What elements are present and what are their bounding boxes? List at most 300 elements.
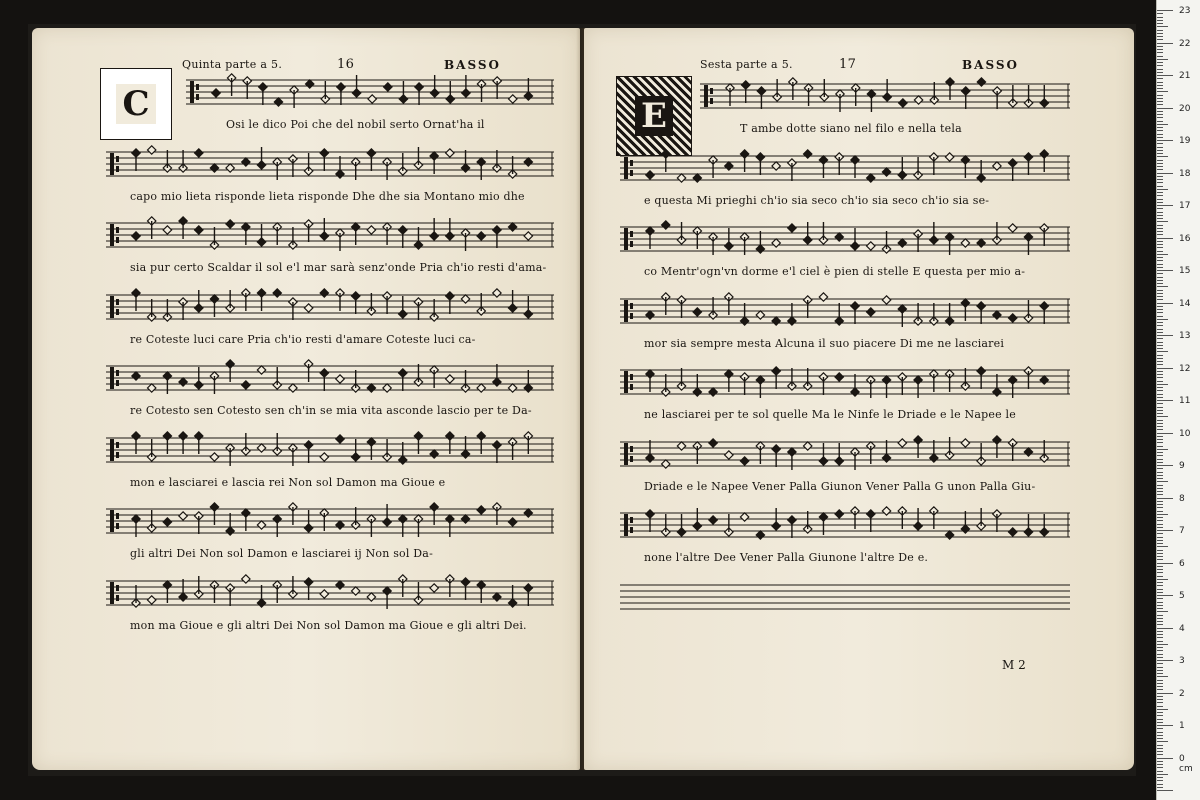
ruler-tick xyxy=(1157,23,1163,24)
ruler-tick xyxy=(1157,787,1163,788)
ruler-tick xyxy=(1157,264,1163,265)
ruler-tick xyxy=(1157,361,1163,362)
note-head xyxy=(693,307,701,315)
note-head xyxy=(320,288,328,296)
ruler-tick xyxy=(1157,719,1163,720)
ruler-label: 12 xyxy=(1179,363,1191,374)
ruler-tick xyxy=(1157,527,1163,528)
ruler-tick xyxy=(1157,745,1163,746)
ruler-tick xyxy=(1157,286,1168,287)
ruler-tick xyxy=(1157,514,1168,515)
ruler-tick xyxy=(1157,13,1163,14)
ruler-tick xyxy=(1157,121,1163,122)
note-head xyxy=(772,239,780,247)
decorated-initial-right xyxy=(616,76,692,156)
ruler-tick xyxy=(1157,368,1173,369)
lyric-line: co Mentr'ogn'vn dorme e'l ciel è pien di stelle E questa per mio a- xyxy=(644,265,1026,278)
ruler-tick xyxy=(1157,667,1163,668)
ruler-tick xyxy=(1157,654,1163,655)
note-head xyxy=(212,89,220,97)
ruler-tick xyxy=(1157,686,1163,687)
ruler-tick xyxy=(1157,49,1163,50)
note-head xyxy=(179,378,187,386)
ruler-label: 0 cm xyxy=(1179,753,1193,774)
ruler-tick xyxy=(1157,426,1163,427)
note-head xyxy=(709,516,717,524)
ruler-tick xyxy=(1157,644,1168,645)
ruler-tick xyxy=(1157,134,1163,135)
ruler-tick xyxy=(1157,62,1163,63)
ruler-tick xyxy=(1157,228,1163,229)
note-head xyxy=(304,303,312,311)
note-head xyxy=(306,80,314,88)
lyric-line: capo mio lieta risponde lieta risponde Dhe dhe sia Montano mio dhe xyxy=(130,189,525,203)
ruler-tick xyxy=(1157,680,1163,681)
note-head xyxy=(867,173,875,181)
ruler-tick xyxy=(1157,446,1163,447)
ruler-tick xyxy=(1157,579,1168,580)
ruler-tick xyxy=(1157,546,1168,547)
note-head xyxy=(336,580,344,588)
ruler-tick xyxy=(1157,335,1173,336)
ruler-tick xyxy=(1157,280,1163,281)
ruler-tick xyxy=(1157,631,1163,632)
note-head xyxy=(646,310,654,318)
note-head xyxy=(210,163,218,171)
staff xyxy=(106,215,554,261)
ruler-tick xyxy=(1157,46,1163,47)
ruler-tick xyxy=(1157,290,1163,291)
ruler-tick xyxy=(1157,725,1173,726)
note-head xyxy=(646,170,654,178)
note-head xyxy=(336,521,344,529)
ruler-tick xyxy=(1157,498,1173,499)
lyric-line: mon ma Gioue e gli altri Dei Non sol Damon ma Gioue e gli altri Dei. xyxy=(130,618,527,632)
staff xyxy=(700,76,1070,122)
ruler-tick xyxy=(1157,507,1163,508)
ruler-tick xyxy=(1157,784,1163,785)
ruler-tick xyxy=(1157,628,1173,629)
staff xyxy=(106,573,554,619)
note-head xyxy=(273,288,281,296)
staff xyxy=(106,501,554,547)
note-head xyxy=(336,375,344,383)
ruler-tick xyxy=(1157,10,1173,11)
ruler-tick xyxy=(1157,98,1163,99)
ruler-tick xyxy=(1157,241,1163,242)
note-head xyxy=(1008,224,1016,232)
ruler-tick xyxy=(1157,199,1163,200)
ruler-tick xyxy=(1157,277,1163,278)
ruler-tick xyxy=(1157,689,1163,690)
note-head xyxy=(446,375,454,383)
c-clef-icon xyxy=(110,439,114,461)
ruler-label: 11 xyxy=(1179,396,1191,406)
ruler-tick xyxy=(1157,212,1163,213)
ruler-tick xyxy=(1157,485,1163,486)
ruler-tick xyxy=(1157,225,1163,226)
c-clef-icon xyxy=(624,443,628,465)
ruler-tick xyxy=(1157,150,1163,151)
ruler-tick xyxy=(1157,413,1163,414)
c-clef-icon xyxy=(190,81,194,103)
note-head xyxy=(461,294,469,302)
ruler-tick xyxy=(1157,176,1163,177)
note-head xyxy=(195,226,203,234)
staff xyxy=(106,430,554,476)
ruler-tick xyxy=(1157,36,1163,37)
note-head xyxy=(803,149,811,157)
ruler-tick xyxy=(1157,65,1163,66)
staff xyxy=(620,219,1070,265)
ruler-tick xyxy=(1157,374,1163,375)
ruler-tick xyxy=(1157,459,1163,460)
note-head xyxy=(772,161,780,169)
c-clef-icon xyxy=(110,367,114,389)
ruler-tick xyxy=(1157,173,1173,174)
lyric-line: re Cotesto sen Cotesto sen ch'in se mia vita asconde lascio per te Da- xyxy=(130,404,532,417)
note-head xyxy=(524,157,532,165)
note-head xyxy=(430,449,438,457)
ruler-tick xyxy=(1157,108,1173,109)
note-head xyxy=(257,443,265,451)
ruler-tick xyxy=(1157,647,1163,648)
ruler-tick xyxy=(1157,17,1163,18)
ruler-tick xyxy=(1157,429,1163,430)
ruler-tick xyxy=(1157,556,1163,557)
right-page xyxy=(584,28,1134,770)
ruler-tick xyxy=(1157,377,1163,378)
ruler-tick xyxy=(1157,299,1163,300)
note-head xyxy=(867,242,875,250)
ruler-tick xyxy=(1157,722,1163,723)
ruler-tick xyxy=(1157,33,1163,34)
ruler-tick xyxy=(1157,758,1173,759)
ruler-tick xyxy=(1157,715,1163,716)
open-book xyxy=(28,24,1136,776)
ruler-tick xyxy=(1157,124,1168,125)
left-part-title: Quinta parte a 5. xyxy=(182,58,283,71)
note-head xyxy=(882,507,890,515)
ruler-tick xyxy=(1157,192,1163,193)
lyric-line: re Coteste luci care Pria ch'io resti d'amare Coteste luci ca- xyxy=(130,332,476,346)
ruler-tick xyxy=(1157,566,1163,567)
note-head xyxy=(835,373,843,381)
note-head xyxy=(524,509,532,517)
note-head xyxy=(383,384,391,392)
note-head xyxy=(788,224,796,232)
ruler-tick xyxy=(1157,550,1163,551)
note-head xyxy=(740,513,748,521)
note-head xyxy=(508,223,516,231)
ruler-label: 14 xyxy=(1179,298,1191,309)
note-head xyxy=(725,161,733,169)
ruler-tick xyxy=(1157,303,1173,304)
ruler-tick xyxy=(1157,706,1163,707)
ruler-tick xyxy=(1157,592,1163,593)
lyric-line: Osi le dico Poi che del nobil serto Ornat'ha il xyxy=(226,118,485,131)
ruler-tick xyxy=(1157,260,1163,261)
ruler-tick xyxy=(1157,728,1163,729)
ruler-tick xyxy=(1157,602,1163,603)
signature-mark: M 2 xyxy=(1002,658,1026,672)
ruler-tick xyxy=(1157,478,1163,479)
note-head xyxy=(945,152,953,160)
ruler-tick xyxy=(1157,117,1163,118)
ruler-tick xyxy=(1157,72,1163,73)
note-head xyxy=(662,221,670,229)
note-head xyxy=(898,239,906,247)
ruler-tick xyxy=(1157,283,1163,284)
ruler-label: 22 xyxy=(1179,38,1191,49)
ruler-tick xyxy=(1157,598,1163,599)
note-head xyxy=(899,99,907,107)
ruler-label: 20 xyxy=(1179,103,1191,114)
ruler-tick xyxy=(1157,342,1163,343)
note-head xyxy=(509,95,517,103)
ruler-tick xyxy=(1157,163,1163,164)
note-head xyxy=(977,239,985,247)
ruler-tick xyxy=(1157,559,1163,560)
ruler-tick xyxy=(1157,186,1163,187)
note-head xyxy=(756,531,764,539)
ruler-tick xyxy=(1157,472,1163,473)
ruler-tick xyxy=(1157,195,1163,196)
music-system xyxy=(620,577,1070,637)
c-clef-icon xyxy=(110,510,114,532)
ruler-tick xyxy=(1157,709,1168,710)
note-head xyxy=(493,288,501,296)
ruler-tick xyxy=(1157,589,1163,590)
ruler-tick xyxy=(1157,270,1173,271)
ruler-tick xyxy=(1157,316,1163,317)
ruler-tick xyxy=(1157,384,1168,385)
note-head xyxy=(835,233,843,241)
ruler-tick xyxy=(1157,358,1163,359)
ruler-tick xyxy=(1157,95,1163,96)
ruler-tick xyxy=(1157,111,1163,112)
note-head xyxy=(803,441,811,449)
note-head xyxy=(210,452,218,460)
ruler-tick xyxy=(1157,75,1173,76)
note-head xyxy=(132,372,140,380)
ruler-tick xyxy=(1157,329,1163,330)
ruler-tick xyxy=(1157,364,1163,365)
ruler-tick xyxy=(1157,416,1168,417)
ruler-tick xyxy=(1157,273,1163,274)
ruler-tick xyxy=(1157,452,1163,453)
ruler-tick xyxy=(1157,332,1163,333)
ruler-tick xyxy=(1157,433,1173,434)
ruler-tick xyxy=(1157,660,1173,661)
note-head xyxy=(677,441,685,449)
ruler-tick xyxy=(1157,85,1163,86)
ruler-tick xyxy=(1157,82,1163,83)
right-part-title: Sesta parte a 5. xyxy=(700,58,793,71)
note-head xyxy=(163,518,171,526)
ruler-tick xyxy=(1157,215,1163,216)
note-head xyxy=(493,592,501,600)
left-page-number: 16 xyxy=(337,57,355,72)
ruler-tick xyxy=(1157,293,1163,294)
lyric-line: e questa Mi prieghi ch'io sia seco ch'io sia seco ch'io sia se- xyxy=(644,193,990,207)
ruler-label: 6 xyxy=(1179,558,1185,569)
c-clef-icon xyxy=(110,296,114,318)
ruler-tick xyxy=(1157,267,1163,268)
lyric-line: gli altri Dei Non sol Damon e lasciarei ij Non sol Da- xyxy=(130,547,433,560)
c-clef-icon xyxy=(624,300,628,322)
right-page-number: 17 xyxy=(839,57,857,72)
ruler-tick xyxy=(1157,563,1173,564)
note-head xyxy=(898,438,906,446)
ruler-tick xyxy=(1157,348,1163,349)
ruler-tick xyxy=(1157,488,1163,489)
staff xyxy=(620,148,1070,194)
note-head xyxy=(384,83,392,91)
ruler-tick xyxy=(1157,777,1163,778)
ruler-tick xyxy=(1157,355,1163,356)
note-head xyxy=(242,381,250,389)
ruler-tick xyxy=(1157,455,1163,456)
lyric-line: mon e lasciarei e lascia rei Non sol Damon ma Gioue e xyxy=(130,475,446,489)
c-clef-icon xyxy=(110,582,114,604)
ruler-tick xyxy=(1157,468,1163,469)
ruler-tick xyxy=(1157,524,1163,525)
staff xyxy=(620,577,1070,623)
ruler-tick xyxy=(1157,205,1173,206)
ruler-tick xyxy=(1157,381,1163,382)
ruler-tick xyxy=(1157,371,1163,372)
ruler-tick xyxy=(1157,683,1163,684)
note-head xyxy=(242,157,250,165)
ruler-tick xyxy=(1157,137,1163,138)
note-head xyxy=(709,438,717,446)
ruler-tick xyxy=(1157,696,1163,697)
ruler-tick xyxy=(1157,465,1173,466)
staff xyxy=(620,434,1070,480)
staff xyxy=(620,362,1070,408)
ruler-tick xyxy=(1157,641,1163,642)
ruler-tick xyxy=(1157,423,1163,424)
ruler-tick xyxy=(1157,543,1163,544)
c-clef-icon xyxy=(704,85,708,107)
note-head xyxy=(242,574,250,582)
ruler-label: 3 xyxy=(1179,656,1185,666)
ruler-tick xyxy=(1157,436,1163,437)
ruler-tick xyxy=(1157,569,1163,570)
lyric-line: none l'altre Dee Vener Palla Giunone l'altre De e. xyxy=(644,551,929,564)
ruler-tick xyxy=(1157,530,1173,531)
ruler-tick xyxy=(1157,52,1163,53)
ruler-tick xyxy=(1157,553,1163,554)
ruler-tick xyxy=(1157,771,1163,772)
ruler-tick xyxy=(1157,462,1163,463)
ruler-tick xyxy=(1157,748,1163,749)
ruler-tick xyxy=(1157,202,1163,203)
ruler-tick xyxy=(1157,735,1163,736)
ruler-tick xyxy=(1157,325,1163,326)
ruler-label: 8 xyxy=(1179,493,1185,504)
ruler-tick xyxy=(1157,670,1163,671)
lyric-line: ne lasciarei per te sol quelle Ma le Ninfe le Driade e le Napee le xyxy=(644,408,1016,421)
note-head xyxy=(662,459,670,467)
staff xyxy=(106,144,554,190)
ruler-tick xyxy=(1157,439,1163,440)
ruler-tick xyxy=(1157,693,1173,694)
staff xyxy=(620,291,1070,337)
note-head xyxy=(147,145,155,153)
ruler-tick xyxy=(1157,143,1163,144)
ruler-tick xyxy=(1157,130,1163,131)
staff xyxy=(186,72,554,118)
ruler-tick xyxy=(1157,397,1163,398)
ruler-tick xyxy=(1157,494,1163,495)
ruler-tick xyxy=(1157,114,1163,115)
ruler-tick xyxy=(1157,608,1163,609)
ruler-tick xyxy=(1157,78,1163,79)
ruler-tick xyxy=(1157,88,1163,89)
ruler-label: 19 xyxy=(1179,136,1191,146)
note-head xyxy=(867,307,875,315)
note-head xyxy=(368,95,376,103)
note-head xyxy=(446,148,454,156)
ruler-tick xyxy=(1157,306,1163,307)
right-voice-label: BASSO xyxy=(962,58,1019,72)
ruler-tick xyxy=(1157,637,1163,638)
note-head xyxy=(740,456,748,464)
ruler-tick xyxy=(1157,403,1163,404)
note-head xyxy=(1024,447,1032,455)
ruler-tick xyxy=(1157,751,1163,752)
note-head xyxy=(289,384,297,392)
note-head xyxy=(524,232,532,240)
note-head xyxy=(367,226,375,234)
ruler-tick xyxy=(1157,39,1163,40)
ruler-label: 18 xyxy=(1179,168,1191,179)
ruler-tick xyxy=(1157,166,1163,167)
note-head xyxy=(132,232,140,240)
c-clef-icon xyxy=(624,228,628,250)
ruler-tick xyxy=(1157,407,1163,408)
ruler-tick xyxy=(1157,520,1163,521)
note-head xyxy=(819,292,827,300)
ruler-tick xyxy=(1157,741,1168,742)
ruler-tick xyxy=(1157,712,1163,713)
ruler-tick xyxy=(1157,767,1163,768)
ruler-tick xyxy=(1157,182,1163,183)
ruler-tick xyxy=(1157,251,1163,252)
ruler-tick xyxy=(1157,585,1163,586)
note-head xyxy=(914,96,922,104)
note-head xyxy=(320,589,328,597)
note-head xyxy=(1008,313,1016,321)
ruler-tick xyxy=(1157,533,1163,534)
left-page xyxy=(32,28,580,770)
note-head xyxy=(1008,528,1016,536)
lyric-line: mor sia sempre mesta Alcuna il suo piacere Di me ne lasciarei xyxy=(644,336,1005,350)
ruler-tick xyxy=(1157,702,1163,703)
ruler-tick xyxy=(1157,153,1163,154)
ruler-tick xyxy=(1157,540,1163,541)
ruler-tick xyxy=(1157,257,1163,258)
ruler-tick xyxy=(1157,676,1168,677)
ruler-tick xyxy=(1157,345,1163,346)
note-head xyxy=(351,586,359,594)
ruler-tick xyxy=(1157,572,1163,573)
ruler-tick xyxy=(1157,621,1163,622)
ruler-tick xyxy=(1157,390,1163,391)
c-clef-icon xyxy=(624,514,628,536)
